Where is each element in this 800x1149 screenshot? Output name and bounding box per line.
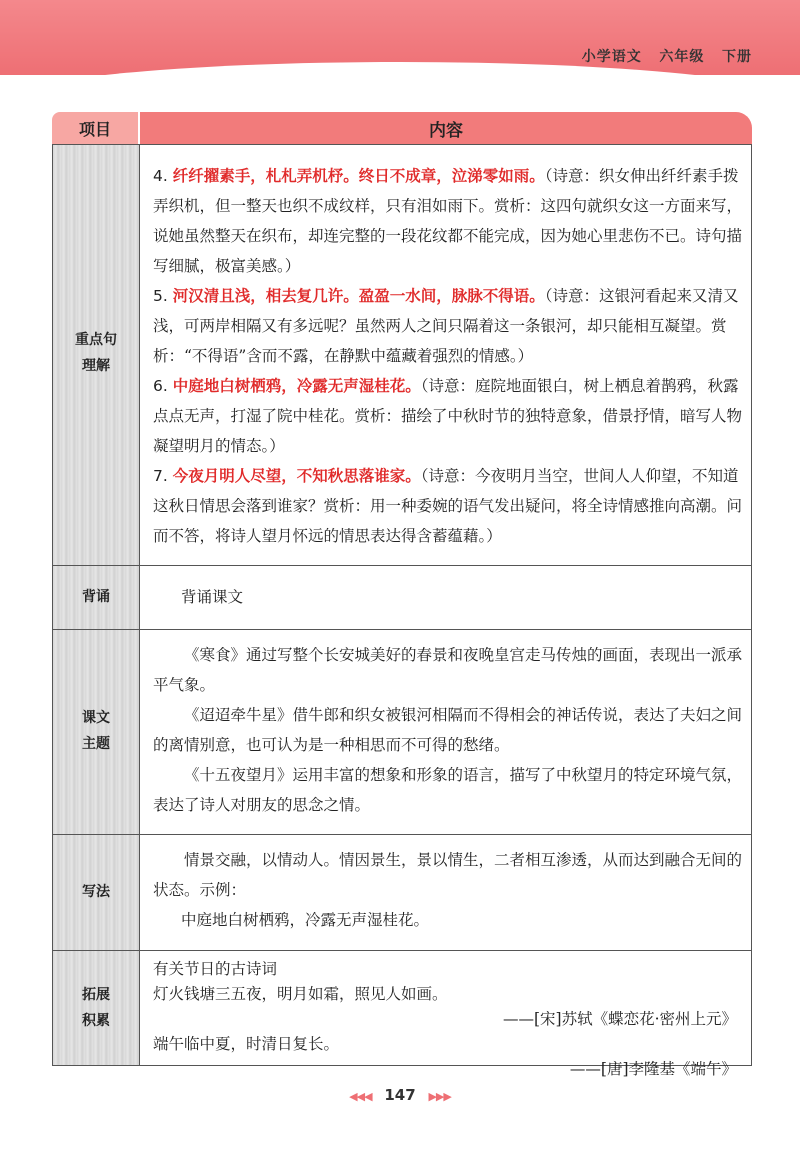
book-grade: 六年级 (659, 49, 705, 65)
book-subject: 小学语文 (581, 49, 642, 65)
recite-content: 背诵课文 (181, 588, 244, 606)
poem-line (153, 982, 743, 1007)
book-volume: 下册 (722, 49, 752, 65)
verse-note: （诗意：庭院地面银白，树上栖息着鹊鸦，秋露点点无声，打湿了院中桂花。赏析：描绘了中秋时节的独特意象，借景抒情，暗写人物凝望明月的情态。） (153, 377, 743, 455)
verse-note: （诗意：这银河看起来又清又浅，可两岸相隔又有多远呢？虽然两人之间只隔着这一条银河，却只能相互凝望。赏析：“不得语”含而不露，在静默中蕴藏着强烈的情感。） (153, 287, 739, 365)
poem-text: 灯火钱塘三五夜，明月如霜，照见人如画。 (153, 985, 448, 1003)
label-theme-line2: 主题 (82, 736, 110, 752)
page-number: 147 (384, 1086, 416, 1104)
poem-source: ——[唐]李隆基《端午》 (569, 1060, 737, 1078)
verse-text: 河汉清且浅，相去复几许。盈盈一水间，脉脉不得语。 (172, 286, 545, 305)
page-footer (0, 1086, 800, 1104)
extension-content (153, 957, 743, 1082)
left-arrows-icon: ◀◀◀ (349, 1090, 372, 1103)
key-sentence-item (153, 161, 743, 281)
row-divider (53, 834, 751, 835)
theme-paragraph: 《迢迢牵牛星》借牛郎和织女被银河相隔而不得相会的神话传说，表达了夫妇之间的离情别意，也可认为是一种相思而不可得的愁绪。 (153, 706, 743, 754)
extension-title: 有关节日的古诗词 (153, 960, 278, 978)
poem-text: 端午临中夏，时清日复长。 (153, 1035, 340, 1053)
label-extension-line2: 积累 (82, 1013, 110, 1029)
verse-note: （诗意：织女伸出纤纤素手拨弄织机，但一整天也织不成纹样，只有泪如雨下。赏析：这四句就织女这一方面来写，说她虽然整天在织布，却连完整的一段花纹都不能完成，因为她心里悲伤不已。诗句描写细腻，极富美感。） (153, 167, 743, 275)
theme-paragraph: 《寒食》通过写整个长安城美好的春景和夜晚皇宫走马传烛的画面，表现出一派承平气象。 (153, 646, 743, 694)
writing-text: 情景交融，以情动人。情因景生，景以情生，二者相互渗透，从而达到融合无间的状态。示例： (153, 851, 743, 899)
poem-source: ——[宋]苏轼《蝶恋花·密州上元》 (502, 1010, 737, 1028)
label-key-sentences (53, 327, 139, 379)
verse-text: 纤纤擢素手，札札弄机杼。终日不成章，泣涕零如雨。 (172, 166, 545, 185)
key-sentences-content (153, 161, 743, 551)
column-divider (139, 145, 140, 1065)
verse-note: （诗意：今夜明月当空，世间人人仰望，不知道这秋日情思会落到谁家？赏析：用一种委婉的语气发出疑问，将全诗情感推向高潮。问而不答，将诗人望月怀远的情思表达得含蓄蕴藉。） (153, 467, 743, 545)
label-extension (53, 982, 139, 1034)
verse-text: 今夜月明人尽望，不知秋思落谁家。 (172, 466, 421, 485)
poem-line (153, 1032, 743, 1057)
item-number: 4. (153, 167, 168, 185)
label-theme (53, 705, 139, 757)
label-theme-line1: 课文 (82, 710, 110, 726)
key-sentence-item (153, 461, 743, 551)
row-divider (53, 565, 751, 566)
verse-text: 中庭地白树栖鸦，冷露无声湿桂花。 (172, 376, 421, 395)
row-divider (53, 950, 751, 951)
key-sentence-item (153, 371, 743, 461)
book-info (582, 46, 752, 66)
label-key-sentences-line1: 重点句 (75, 332, 117, 348)
table-header-item: 项目 (52, 112, 138, 144)
item-number: 5. (153, 287, 168, 305)
item-number: 7. (153, 467, 168, 485)
label-writing: 写法 (82, 884, 110, 900)
writing-content (153, 845, 743, 935)
label-extension-line1: 拓展 (82, 987, 110, 1003)
label-key-sentences-line2: 理解 (82, 358, 110, 374)
theme-paragraph: 《十五夜望月》运用丰富的想象和形象的语言，描写了中秋望月的特定环境气氛，表达了诗人对朋友的思念之情。 (153, 766, 743, 814)
theme-content (153, 640, 743, 820)
item-number: 6. (153, 377, 168, 395)
key-sentence-item (153, 281, 743, 371)
table-header-content: 内容 (140, 112, 752, 144)
content-table (52, 144, 752, 1078)
writing-example: 中庭地白树栖鸦，冷露无声湿桂花。 (181, 911, 430, 929)
label-recite: 背诵 (82, 589, 110, 605)
row-divider (53, 629, 751, 630)
right-arrows-icon: ▶▶▶ (428, 1090, 451, 1103)
